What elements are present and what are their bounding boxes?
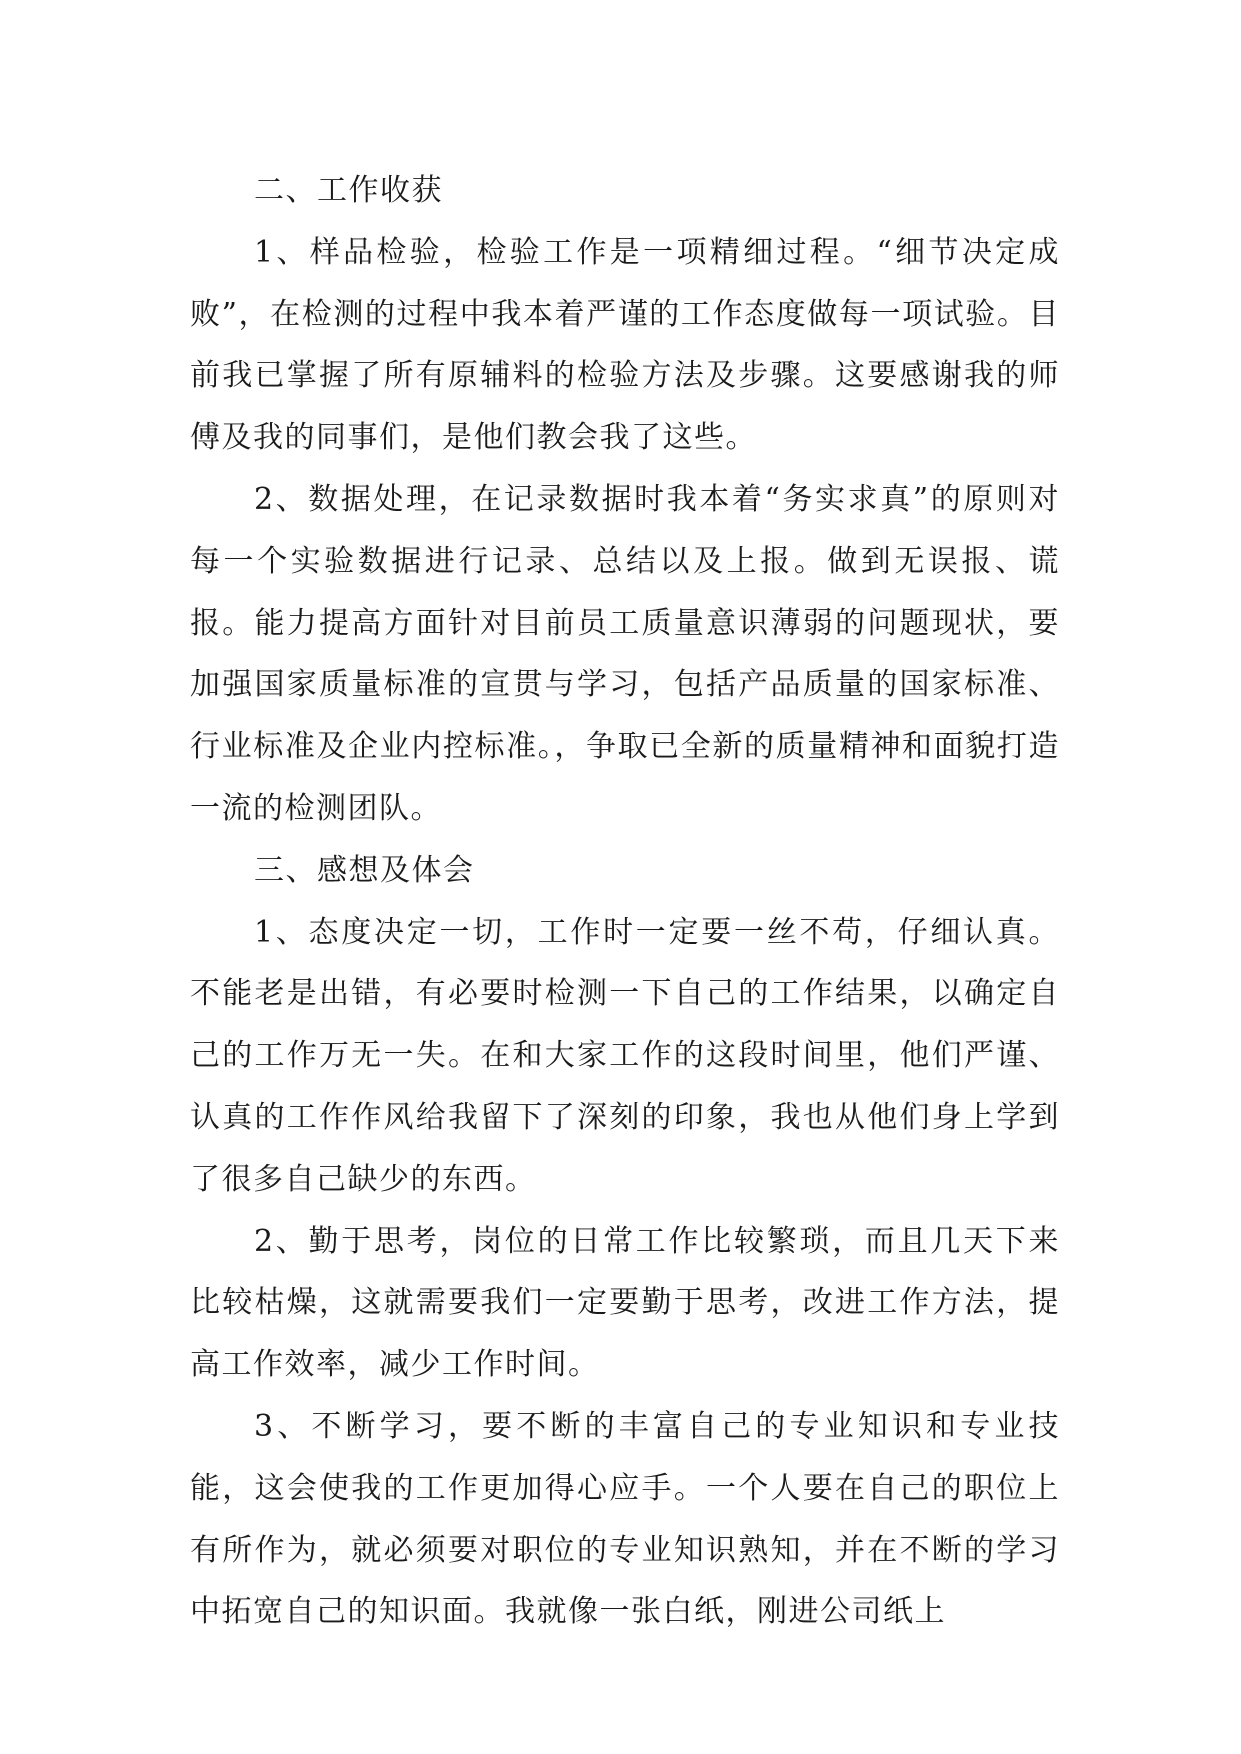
paragraph-learning: 3、不断学习，要不断的丰富自己的专业知识和专业技能，这会使我的工作更加得心应手。一个人要在自己的职位上有所作为，就必须要对职位的专业知识熟知，并在不断的学习中拓宽自己的知识面。我就像一张白纸，刚进公司纸上 (190, 1408, 1060, 1630)
paragraph-thinking: 2、勤于思考，岗位的日常工作比较繁琐，而且几天下来比较枯燥，这就需要我们一定要勤于思考，改进工作方法，提高工作效率，减少工作时间。 (190, 1223, 1060, 1383)
paragraph-sample-inspection: 1、样品检验，检验工作是一项精细过程。“细节决定成败”，在检测的过程中我本着严谨的工作态度做每一项试验。目前我已掌握了所有原辅料的检验方法及步骤。这要感谢我的师傅及我的同事们，是他们教会我了这些。 (190, 234, 1060, 456)
document-body (190, 160, 1060, 1643)
paragraph-attitude: 1、态度决定一切，工作时一定要一丝不苟，仔细认真。不能老是出错，有必要时检测一下自己的工作结果，以确定自己的工作万无一失。在和大家工作的这段时间里，他们严谨、认真的工作作风给我留下了深刻的印象，我也从他们身上学到了很多自己缺少的东西。 (190, 914, 1060, 1197)
section-heading-reflections: 三、感想及体会 (254, 852, 475, 888)
paragraph-data-processing: 2、数据处理，在记录数据时我本着“务实求真”的原则对每一个实验数据进行记录、总结以及上报。做到无误报、谎报。能力提高方面针对目前员工质量意识薄弱的问题现状，要加强国家质量标准的宣贯与学习，包括产品质量的国家标准、行业标准及企业内控标准。，争取已全新的质量精神和面貌打造一流的检测团队。 (190, 481, 1060, 826)
section-heading-work-gains: 二、工作收获 (254, 173, 443, 208)
